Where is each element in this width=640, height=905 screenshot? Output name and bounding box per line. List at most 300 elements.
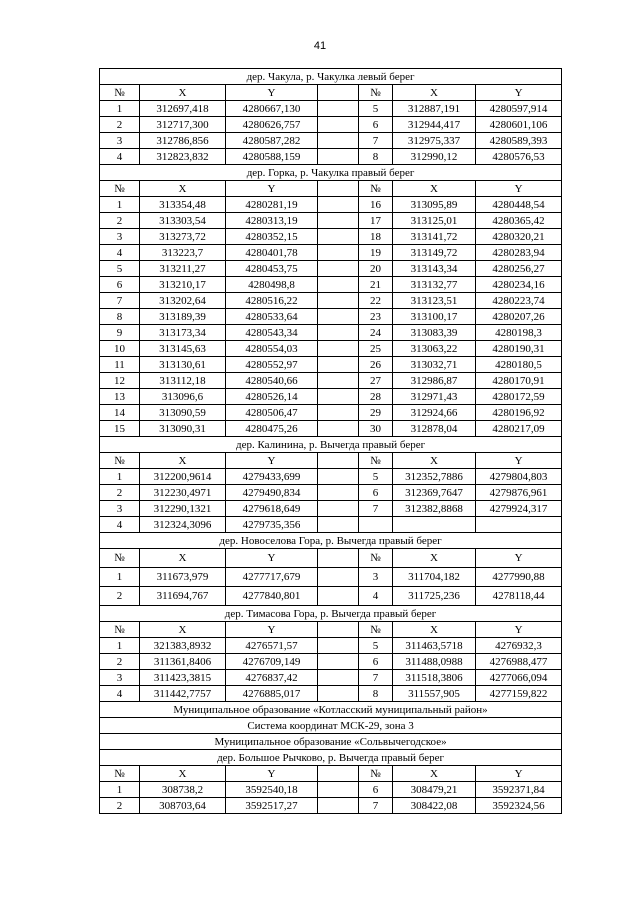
table-cell — [318, 517, 359, 533]
table-cell: 4276932,3 — [476, 638, 562, 654]
section-title: дер. Горка, р. Чакулка правый берег — [100, 165, 562, 181]
table-cell — [318, 261, 359, 277]
table-cell: 4277066,094 — [476, 670, 562, 686]
section-title-row — [100, 69, 562, 85]
table-cell: 4279490,834 — [226, 485, 318, 501]
header-cell: № — [100, 622, 140, 638]
header-cell: Y — [226, 85, 318, 101]
header-cell: Y — [476, 85, 562, 101]
table-cell: 4280588,159 — [226, 149, 318, 165]
header-cell: № — [100, 549, 140, 568]
header-cell — [318, 549, 359, 568]
table-cell: 4280498,8 — [226, 277, 318, 293]
header-cell: № — [359, 85, 393, 101]
table-cell: 4280597,914 — [476, 101, 562, 117]
table-cell — [318, 229, 359, 245]
section-title: дер. Большое Рычково, р. Вычегда правый берег — [100, 750, 562, 766]
table-cell — [318, 341, 359, 357]
table-cell — [318, 587, 359, 606]
table-cell: 5 — [359, 469, 393, 485]
table-cell — [318, 309, 359, 325]
table-row — [100, 117, 562, 133]
table-cell: 4279804,803 — [476, 469, 562, 485]
header-cell — [318, 181, 359, 197]
table-cell: 4280190,31 — [476, 341, 562, 357]
table-cell: 4280198,3 — [476, 325, 562, 341]
table-cell: 313096,6 — [140, 389, 226, 405]
table-row — [100, 293, 562, 309]
table-cell — [318, 197, 359, 213]
section-title: дер. Чакула, р. Чакулка левый берег — [100, 69, 562, 85]
table-cell: 25 — [359, 341, 393, 357]
table-cell: 4279618,649 — [226, 501, 318, 517]
header-cell: Y — [226, 453, 318, 469]
header-cell: X — [140, 622, 226, 638]
header-cell — [318, 766, 359, 782]
table-cell: 2 — [100, 587, 140, 606]
table-cell: 313354,48 — [140, 197, 226, 213]
table-cell: 4280281,19 — [226, 197, 318, 213]
table-cell — [318, 485, 359, 501]
table-cell: 313100,17 — [393, 309, 476, 325]
table-cell: 10 — [100, 341, 140, 357]
table-cell: 17 — [359, 213, 393, 229]
table-cell: 312823,832 — [140, 149, 226, 165]
table-cell: 5 — [359, 101, 393, 117]
table-cell — [318, 638, 359, 654]
table-cell: 311488,0988 — [393, 654, 476, 670]
table-cell: 4280223,74 — [476, 293, 562, 309]
table-row — [100, 261, 562, 277]
table-cell — [476, 517, 562, 533]
table-cell: 3 — [100, 501, 140, 517]
table-cell: 4280540,66 — [226, 373, 318, 389]
table-cell: 312200,9614 — [140, 469, 226, 485]
table-cell: 4280320,21 — [476, 229, 562, 245]
table-row — [100, 469, 562, 485]
table-row — [100, 277, 562, 293]
table-cell — [318, 325, 359, 341]
table-cell: 2 — [100, 798, 140, 814]
table-row — [100, 501, 562, 517]
table-cell: 4280256,27 — [476, 261, 562, 277]
table-cell: 14 — [100, 405, 140, 421]
table-cell: 4279433,699 — [226, 469, 318, 485]
table-cell: 311442,7757 — [140, 686, 226, 702]
table-row — [100, 485, 562, 501]
section-title-row — [100, 437, 562, 453]
table-cell: 4280180,5 — [476, 357, 562, 373]
table-cell: 312369,7647 — [393, 485, 476, 501]
table-cell: 311704,182 — [393, 568, 476, 587]
table-cell: 313211,27 — [140, 261, 226, 277]
table-cell: 4280365,42 — [476, 213, 562, 229]
table-cell: 321383,8932 — [140, 638, 226, 654]
table-cell: 3592371,84 — [476, 782, 562, 798]
table-cell: 312986,87 — [393, 373, 476, 389]
table-cell: 311463,5718 — [393, 638, 476, 654]
section-title-row — [100, 533, 562, 549]
section-title-row — [100, 165, 562, 181]
table-cell — [318, 405, 359, 421]
table-row — [100, 587, 562, 606]
table-cell: 6 — [359, 117, 393, 133]
table-cell: 312887,191 — [393, 101, 476, 117]
header-row — [100, 622, 562, 638]
table-cell: 311694,767 — [140, 587, 226, 606]
table-cell: 3 — [100, 229, 140, 245]
table-cell: 4280172,59 — [476, 389, 562, 405]
header-cell: X — [393, 453, 476, 469]
table-cell: 8 — [359, 149, 393, 165]
table-cell: 308422,08 — [393, 798, 476, 814]
table-row — [100, 638, 562, 654]
table-cell: 313202,64 — [140, 293, 226, 309]
table-cell: 4280587,282 — [226, 133, 318, 149]
header-row — [100, 85, 562, 101]
header-row — [100, 453, 562, 469]
table-cell: 1 — [100, 197, 140, 213]
header-cell — [318, 622, 359, 638]
header-cell: X — [140, 85, 226, 101]
section-title: дер. Новоселова Гора, р. Вычегда правый берег — [100, 533, 562, 549]
header-cell: Y — [476, 766, 562, 782]
table-cell: 4280475,26 — [226, 421, 318, 437]
table-cell — [318, 389, 359, 405]
table-cell: 4280576,53 — [476, 149, 562, 165]
table-cell: 4277159,822 — [476, 686, 562, 702]
table-cell: 7 — [359, 798, 393, 814]
table-cell: 7 — [100, 293, 140, 309]
table-cell: 312786,856 — [140, 133, 226, 149]
header-row — [100, 549, 562, 568]
header-cell: X — [393, 622, 476, 638]
table-cell: 311557,905 — [393, 686, 476, 702]
table-cell: 8 — [359, 686, 393, 702]
table-cell: 4 — [100, 517, 140, 533]
table-cell: 7 — [359, 501, 393, 517]
table-cell: 3 — [100, 670, 140, 686]
table-cell: 4 — [100, 149, 140, 165]
table-cell: 4276988,477 — [476, 654, 562, 670]
table-cell: 4276885,017 — [226, 686, 318, 702]
section-title-row — [100, 750, 562, 766]
table-cell — [318, 670, 359, 686]
table-cell: 313303,54 — [140, 213, 226, 229]
table-cell: 15 — [100, 421, 140, 437]
table-cell: 4280552,97 — [226, 357, 318, 373]
table-cell: 6 — [359, 782, 393, 798]
section-title-row — [100, 606, 562, 622]
header-cell: X — [140, 549, 226, 568]
table-cell: 313223,7 — [140, 245, 226, 261]
coordinates-table — [99, 68, 562, 814]
table-cell: 1 — [100, 469, 140, 485]
table-row — [100, 357, 562, 373]
table-cell: 23 — [359, 309, 393, 325]
table-cell: 24 — [359, 325, 393, 341]
table-cell: 4280448,54 — [476, 197, 562, 213]
table-cell: 4280543,34 — [226, 325, 318, 341]
table-cell: 12 — [100, 373, 140, 389]
table-cell: 2 — [100, 654, 140, 670]
table-cell: 4280196,92 — [476, 405, 562, 421]
table-row — [100, 101, 562, 117]
header-cell: № — [100, 181, 140, 197]
table-cell: 2 — [100, 485, 140, 501]
table-cell: 6 — [359, 654, 393, 670]
table-cell: 313095,89 — [393, 197, 476, 213]
table-cell: 1 — [100, 782, 140, 798]
header-cell: № — [100, 453, 140, 469]
table-cell: 4280453,75 — [226, 261, 318, 277]
table-row — [100, 229, 562, 245]
table-cell: 312290,1321 — [140, 501, 226, 517]
table-cell — [318, 133, 359, 149]
header-cell: Y — [226, 549, 318, 568]
table-cell: 313125,01 — [393, 213, 476, 229]
section-title: Муниципальное образование «Сольвычегодское» — [100, 734, 562, 750]
table-cell: 4276837,42 — [226, 670, 318, 686]
section-title: дер. Тимасова Гора, р. Вычегда правый берег — [100, 606, 562, 622]
table-cell — [318, 782, 359, 798]
table-cell: 313112,18 — [140, 373, 226, 389]
table-cell — [318, 117, 359, 133]
table-cell: 313083,39 — [393, 325, 476, 341]
table-cell — [318, 245, 359, 261]
table-cell: 313123,51 — [393, 293, 476, 309]
table-cell: 313149,72 — [393, 245, 476, 261]
table-cell — [393, 517, 476, 533]
table-cell: 3592324,56 — [476, 798, 562, 814]
header-cell: Y — [226, 622, 318, 638]
table-cell: 4277990,88 — [476, 568, 562, 587]
table-row — [100, 325, 562, 341]
section-title: Муниципальное образование «Котласский муниципальный район» — [100, 702, 562, 718]
table-cell: 29 — [359, 405, 393, 421]
header-cell: № — [359, 181, 393, 197]
header-cell — [318, 85, 359, 101]
table-row — [100, 686, 562, 702]
section-title: дер. Калинина, р. Вычегда правый берег — [100, 437, 562, 453]
table-cell: 313032,71 — [393, 357, 476, 373]
table-cell: 313210,17 — [140, 277, 226, 293]
table-cell: 4280401,78 — [226, 245, 318, 261]
table-row — [100, 245, 562, 261]
table-cell: 4280526,14 — [226, 389, 318, 405]
table-cell: 313273,72 — [140, 229, 226, 245]
table-cell: 4276571,57 — [226, 638, 318, 654]
table-cell: 4 — [100, 686, 140, 702]
table-cell: 11 — [100, 357, 140, 373]
header-cell: № — [359, 549, 393, 568]
header-row — [100, 181, 562, 197]
header-cell: Y — [476, 549, 562, 568]
table-row — [100, 405, 562, 421]
table-cell: 30 — [359, 421, 393, 437]
page-number: 41 — [313, 40, 327, 52]
table-cell: 311423,3815 — [140, 670, 226, 686]
table-cell — [318, 277, 359, 293]
table-row — [100, 341, 562, 357]
table-cell — [318, 421, 359, 437]
table-cell: 312944,417 — [393, 117, 476, 133]
header-cell: X — [393, 549, 476, 568]
table-cell: 4280352,15 — [226, 229, 318, 245]
table-cell: 4277717,679 — [226, 568, 318, 587]
table-row — [100, 309, 562, 325]
table-cell: 1 — [100, 101, 140, 117]
table-cell: 7 — [359, 133, 393, 149]
header-cell: X — [393, 85, 476, 101]
table-row — [100, 798, 562, 814]
table-cell: 20 — [359, 261, 393, 277]
table-cell: 4 — [359, 587, 393, 606]
header-cell: Y — [476, 181, 562, 197]
table-cell — [318, 568, 359, 587]
table-cell: 4280589,393 — [476, 133, 562, 149]
table-cell: 4280667,130 — [226, 101, 318, 117]
table-cell — [318, 213, 359, 229]
header-cell: X — [393, 181, 476, 197]
table-cell — [318, 149, 359, 165]
table-cell — [318, 357, 359, 373]
table-cell: 5 — [100, 261, 140, 277]
header-cell: X — [140, 766, 226, 782]
table-cell: 13 — [100, 389, 140, 405]
table-cell — [359, 517, 393, 533]
table-cell: 9 — [100, 325, 140, 341]
table-cell: 312697,418 — [140, 101, 226, 117]
table-cell: 4276709,149 — [226, 654, 318, 670]
table-row — [100, 670, 562, 686]
table-cell: 312924,66 — [393, 405, 476, 421]
table-cell — [318, 469, 359, 485]
table-row — [100, 389, 562, 405]
table-row — [100, 517, 562, 533]
table-cell: 312971,43 — [393, 389, 476, 405]
table-cell — [318, 101, 359, 117]
table-cell — [318, 798, 359, 814]
table-row — [100, 421, 562, 437]
table-cell: 4280601,106 — [476, 117, 562, 133]
table-cell: 1 — [100, 638, 140, 654]
table-cell: 8 — [100, 309, 140, 325]
table-cell: 4278118,44 — [476, 587, 562, 606]
table-cell: 308738,2 — [140, 782, 226, 798]
table-cell: 313090,31 — [140, 421, 226, 437]
header-cell: № — [359, 453, 393, 469]
table-cell: 26 — [359, 357, 393, 373]
table-row — [100, 213, 562, 229]
table-row — [100, 654, 562, 670]
table-cell: 27 — [359, 373, 393, 389]
table-cell: 4280170,91 — [476, 373, 562, 389]
table-cell: 313141,72 — [393, 229, 476, 245]
table-row — [100, 197, 562, 213]
coordinate-system-row — [100, 718, 562, 734]
table-cell: 4280626,757 — [226, 117, 318, 133]
header-cell: X — [140, 453, 226, 469]
header-cell: X — [140, 181, 226, 197]
table-cell: 4280313,19 — [226, 213, 318, 229]
table-cell: 312352,7886 — [393, 469, 476, 485]
table-cell: 4280506,47 — [226, 405, 318, 421]
table-cell: 313130,61 — [140, 357, 226, 373]
header-row — [100, 766, 562, 782]
table-cell: 2 — [100, 117, 140, 133]
table-cell: 3592540,18 — [226, 782, 318, 798]
header-cell: № — [100, 766, 140, 782]
header-cell: № — [359, 622, 393, 638]
table-row — [100, 133, 562, 149]
table-cell — [318, 654, 359, 670]
table-cell: 311361,8406 — [140, 654, 226, 670]
table-cell: 2 — [100, 213, 140, 229]
table-cell: 3 — [359, 568, 393, 587]
header-cell: Y — [476, 453, 562, 469]
header-cell: Y — [226, 181, 318, 197]
table-cell: 312230,4971 — [140, 485, 226, 501]
table-cell: 7 — [359, 670, 393, 686]
table-cell: 308703,64 — [140, 798, 226, 814]
table-cell: 4279924,317 — [476, 501, 562, 517]
header-cell: X — [393, 766, 476, 782]
header-cell: Y — [226, 766, 318, 782]
table-cell: 312878,04 — [393, 421, 476, 437]
table-cell: 313189,39 — [140, 309, 226, 325]
table-cell: 312382,8868 — [393, 501, 476, 517]
table-cell — [318, 293, 359, 309]
table-cell: 21 — [359, 277, 393, 293]
table-cell: 313090,59 — [140, 405, 226, 421]
table-cell: 28 — [359, 389, 393, 405]
table-cell: 4279735,356 — [226, 517, 318, 533]
table-cell: 313143,34 — [393, 261, 476, 277]
table-cell: 312975,337 — [393, 133, 476, 149]
table-cell: 311725,236 — [393, 587, 476, 606]
table-cell: 16 — [359, 197, 393, 213]
table-cell: 313173,34 — [140, 325, 226, 341]
table-row — [100, 568, 562, 587]
table-cell: 313145,63 — [140, 341, 226, 357]
table-cell: 312717,300 — [140, 117, 226, 133]
table-row — [100, 149, 562, 165]
table-cell: 6 — [359, 485, 393, 501]
settlement-row — [100, 734, 562, 750]
table-cell — [318, 373, 359, 389]
table-cell: 6 — [100, 277, 140, 293]
table-cell: 4280283,94 — [476, 245, 562, 261]
table-cell: 4277840,801 — [226, 587, 318, 606]
table-cell: 4280554,03 — [226, 341, 318, 357]
table-cell: 4 — [100, 245, 140, 261]
header-cell — [318, 453, 359, 469]
table-cell: 4280217,09 — [476, 421, 562, 437]
table-row — [100, 373, 562, 389]
table-cell: 312324,3096 — [140, 517, 226, 533]
table-cell: 311673,979 — [140, 568, 226, 587]
table-cell: 308479,21 — [393, 782, 476, 798]
table-cell: 4280207,26 — [476, 309, 562, 325]
section-title: Система координат МСК-29, зона 3 — [100, 718, 562, 734]
table-cell: 313132,77 — [393, 277, 476, 293]
table-cell — [318, 501, 359, 517]
table-cell — [318, 686, 359, 702]
table-cell: 4280533,64 — [226, 309, 318, 325]
table-cell: 3 — [100, 133, 140, 149]
table-cell: 5 — [359, 638, 393, 654]
